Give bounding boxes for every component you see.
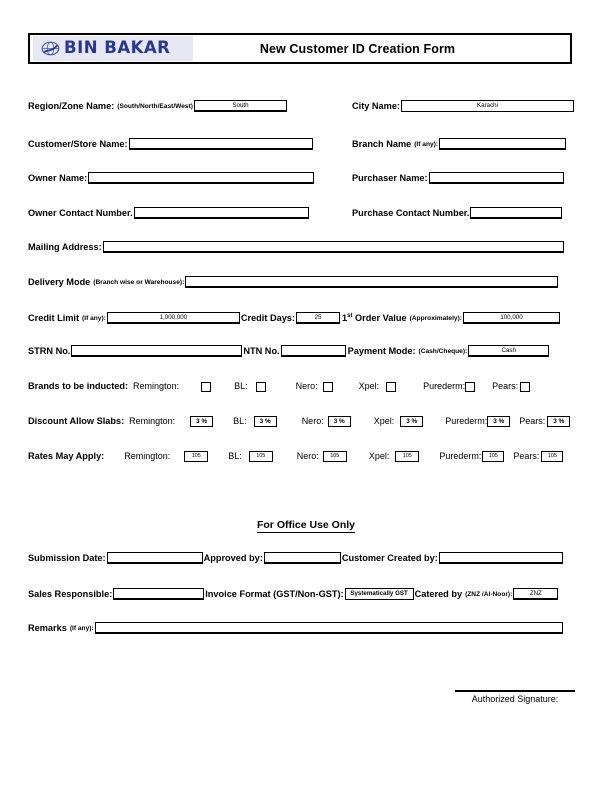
city-label: City Name: <box>352 101 400 111</box>
discount-input-nero[interactable]: 3 % <box>328 416 351 427</box>
rates-input-remington[interactable]: 105 <box>184 451 208 462</box>
rates-label-bl: BL: <box>228 451 242 461</box>
remarks-hint: (If any): <box>69 625 94 632</box>
credit-limit-input[interactable]: 1,000,000 <box>107 312 240 324</box>
credit-days-input[interactable]: 25 <box>296 312 340 324</box>
discount-input-purederm[interactable]: 3 % <box>487 416 510 427</box>
discount-cell-pears <box>519 416 570 427</box>
catered-by-label: Catered by <box>414 589 463 599</box>
rates-input-purederm[interactable]: 105 <box>482 451 504 462</box>
brand-checkbox-pears[interactable] <box>520 382 530 392</box>
discount-input-pears[interactable]: 3 % <box>547 416 570 427</box>
signature-line[interactable] <box>455 690 575 692</box>
field-row-sales <box>28 588 558 600</box>
company-logo-text: BIN BAKAR <box>64 38 171 58</box>
rates-label-nero: Nero: <box>296 451 319 461</box>
field-row-customer-store <box>28 138 313 150</box>
purchaser-name-label: Purchaser Name: <box>352 173 428 183</box>
brand-cell-purederm <box>423 381 475 392</box>
approved-by-label: Approved by: <box>203 553 263 563</box>
discount-cell-bl <box>233 416 277 427</box>
owner-name-input[interactable] <box>88 172 314 184</box>
region-zone-input[interactable]: South <box>194 100 287 112</box>
field-row-owner-name <box>28 172 314 184</box>
brand-checkbox-remington[interactable] <box>201 382 211 392</box>
rates-apply-label: Rates May Apply: <box>28 451 105 461</box>
field-row-purchase-contact <box>352 207 562 219</box>
catered-by-input[interactable]: ZNZ <box>513 588 558 600</box>
rates-cell-remington <box>124 451 208 462</box>
credit-limit-label: Credit Limit <box>28 313 80 324</box>
sales-responsible-input[interactable] <box>113 588 204 600</box>
payment-mode-hint: (Cash/Cheque): <box>418 348 468 355</box>
discount-label-remington: Remington: <box>129 416 176 426</box>
rates-cell-nero <box>297 451 347 462</box>
rates-input-xpel[interactable]: 105 <box>395 451 419 462</box>
discount-label-xpel: Xpel: <box>373 416 395 426</box>
discount-label-bl: BL: <box>233 416 247 426</box>
submission-date-input[interactable] <box>107 552 203 564</box>
rates-cell-bl <box>228 451 273 462</box>
customer-store-input[interactable] <box>129 138 313 150</box>
discount-cell-purederm <box>445 416 510 427</box>
owner-contact-label: Owner Contact Number. <box>28 208 133 218</box>
brand-checkbox-bl[interactable] <box>256 382 266 392</box>
discount-input-xpel[interactable]: 3 % <box>400 416 423 427</box>
ntn-input[interactable] <box>281 345 346 357</box>
page-title: New Customer ID Creation Form <box>259 41 456 56</box>
remarks-label: Remarks <box>28 623 67 633</box>
field-row-submission <box>28 552 563 564</box>
rates-input-nero[interactable]: 105 <box>323 451 347 462</box>
rates-input-bl[interactable]: 105 <box>249 451 273 462</box>
mailing-address-input[interactable] <box>103 241 564 253</box>
customer-store-label: Customer/Store Name: <box>28 139 128 149</box>
brand-label-nero: Nero: <box>295 381 318 391</box>
strn-label: STRN No. <box>28 346 71 356</box>
owner-name-label: Owner Name: <box>28 173 88 183</box>
region-zone-label: Region/Zone Name: <box>28 101 115 111</box>
city-input[interactable]: Karachi <box>401 100 574 112</box>
invoice-format-input[interactable]: Systematically GST <box>345 588 414 600</box>
sales-responsible-label: Sales Responsible: <box>28 589 113 599</box>
brands-inducted-label: Brands to be inducted: <box>28 381 129 391</box>
field-row-tax <box>28 345 549 357</box>
form-header <box>28 33 572 64</box>
payment-mode-label: Payment Mode: <box>347 346 416 356</box>
brand-label-bl: BL: <box>234 381 248 391</box>
company-logo <box>33 36 193 61</box>
rates-cell-xpel <box>369 451 420 462</box>
field-row-delivery-mode <box>28 276 558 288</box>
discount-cell-remington <box>129 416 213 427</box>
brand-cell-xpel <box>359 381 397 392</box>
credit-days-label: Credit Days: <box>240 313 295 324</box>
brand-cell-bl <box>234 381 266 392</box>
brands-row-inducted <box>28 381 530 392</box>
delivery-mode-label: Delivery Mode <box>28 277 91 287</box>
rates-label-purederm: Purederm: <box>439 451 482 461</box>
field-row-owner-contact <box>28 207 309 219</box>
rates-cell-purederm <box>439 451 504 462</box>
submission-date-label: Submission Date: <box>28 553 106 563</box>
rates-label-xpel: Xpel: <box>368 451 390 461</box>
discount-label-nero: Nero: <box>301 416 324 426</box>
office-use-heading-text: For Office Use Only <box>256 519 356 531</box>
credit-limit-hint: (If any): <box>82 315 106 323</box>
region-zone-hint: (South/North/East/West) <box>117 103 193 110</box>
discount-label-pears: Pears: <box>519 416 546 426</box>
mailing-address-label: Mailing Address: <box>28 242 102 252</box>
rates-label-pears: Pears: <box>513 451 540 461</box>
discount-label-purederm: Purederm: <box>445 416 488 426</box>
discount-input-bl[interactable]: 3 % <box>254 416 277 427</box>
purchase-contact-label: Purchase Contact Number. <box>352 208 470 218</box>
rates-cell-pears <box>513 451 563 462</box>
field-row-region <box>28 100 287 112</box>
branch-hint: (If any): <box>414 141 439 148</box>
purchaser-name-input[interactable] <box>429 172 564 184</box>
globe-icon <box>41 41 60 56</box>
brand-cell-remington <box>133 381 211 392</box>
customer-created-by-label: Customer Created by: <box>341 553 438 563</box>
brand-checkbox-purederm[interactable] <box>465 382 475 392</box>
discount-cell-xpel <box>374 416 424 427</box>
brands-row-discount <box>28 416 570 427</box>
discount-cell-nero <box>302 416 351 427</box>
field-row-city <box>352 100 574 112</box>
brand-checkbox-xpel[interactable] <box>386 382 396 392</box>
strn-input[interactable] <box>71 345 242 357</box>
discount-input-remington[interactable]: 3 % <box>190 416 213 427</box>
first-order-value-input[interactable]: 100,000 <box>463 312 560 324</box>
ntn-label: NTN No. <box>243 346 280 356</box>
first-order-value-hint: (Approximately): <box>409 315 462 323</box>
discount-slabs-label: Discount Allow Slabs: <box>28 416 125 426</box>
payment-mode-input[interactable]: Cash <box>468 345 549 357</box>
first-order-value-label: 1st Order Value <box>341 313 407 324</box>
field-row-remarks <box>28 622 563 634</box>
delivery-mode-input[interactable] <box>185 276 558 288</box>
purchase-contact-input[interactable] <box>470 207 562 219</box>
brand-label-pears: Pears: <box>492 381 519 391</box>
authorized-signature-block <box>455 690 575 704</box>
field-row-branch <box>352 138 566 150</box>
field-row-credit <box>28 311 560 324</box>
branch-label: Branch Name <box>352 139 412 149</box>
brand-checkbox-nero[interactable] <box>323 382 333 392</box>
remarks-input[interactable] <box>95 622 563 634</box>
brand-label-remington: Remington: <box>133 381 180 391</box>
authorized-signature-label: Authorized Signature: <box>471 694 559 704</box>
delivery-mode-hint: (Branch wise or Warehouse): <box>93 279 185 286</box>
brand-cell-pears <box>492 381 530 392</box>
catered-by-hint: (ZNZ /Al-Noor): <box>465 591 513 598</box>
approved-by-input[interactable] <box>264 552 341 564</box>
owner-contact-input[interactable] <box>134 207 309 219</box>
brands-row-rates <box>28 451 563 462</box>
brand-label-xpel: Xpel: <box>358 381 380 391</box>
customer-created-by-input[interactable] <box>439 552 563 564</box>
brand-cell-nero <box>296 381 333 392</box>
brand-label-purederm: Purederm: <box>423 381 466 391</box>
field-row-mailing-address <box>28 241 564 253</box>
rates-input-pears[interactable]: 105 <box>541 451 563 462</box>
office-use-heading <box>0 519 612 531</box>
rates-label-remington: Remington: <box>124 451 171 461</box>
field-row-purchaser-name <box>352 172 564 184</box>
branch-input[interactable] <box>439 138 566 150</box>
invoice-format-label: Invoice Format (GST/Non-GST): <box>205 589 344 599</box>
